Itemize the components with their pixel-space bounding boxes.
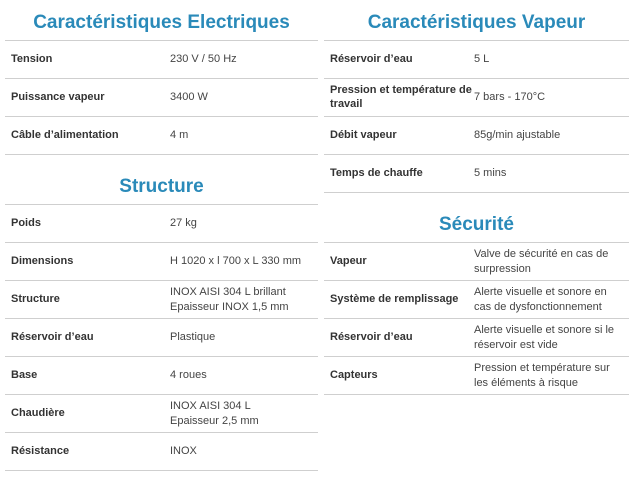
safety-table [324,242,629,395]
spec-row [324,41,629,79]
spec-label: Système de remplissage [330,292,459,305]
spec-value [170,444,318,458]
spec-value [474,90,629,104]
spec-label: Puissance vapeur [11,90,105,103]
electrical-table [5,40,318,155]
spec-label: Structure [11,292,60,305]
spec-value-line: 5 L [474,53,490,66]
structure-title: Structure [119,176,204,197]
spec-value-line: 230 V / 50 Hz [170,53,237,66]
electrical-title: Caractéristiques Electriques [33,12,290,33]
spec-value-line: INOX AISI 304 L brillant [170,286,286,299]
spec-value-line: 7 bars - 170°C [474,91,546,104]
spec-value-line: 5 mins [474,167,507,180]
spec-label: Tension [11,52,53,65]
spec-value-line: Plastique [170,331,216,344]
spec-value-line: 4 roues [170,369,207,382]
spec-row [5,281,318,319]
spec-value-line: 3400 W [170,91,208,104]
spec-row [5,243,318,281]
spec-value-line: H 1020 x l 700 x L 330 mm [170,255,302,268]
spec-value [170,216,318,230]
spec-label: Temps de chauffe [330,166,423,179]
spec-value-line: Alerte visuelle et sonore si le [474,324,615,337]
spec-value [170,52,318,66]
spec-row [5,319,318,357]
spec-value [474,285,629,314]
spec-row [324,117,629,155]
right-column [324,0,629,395]
spec-value [474,128,629,142]
spec-row [5,433,318,471]
spec-value-line: les éléments à risque [474,376,578,389]
spec-label: Chaudière [11,406,65,419]
spec-value [474,323,629,352]
safety-title: Sécurité [439,214,514,235]
spec-row [5,205,318,243]
steam-title: Caractéristiques Vapeur [367,12,586,33]
spec-value [474,52,629,66]
spec-value-line: Alerte visuelle et sonore en [474,286,607,299]
spec-value [170,368,318,382]
spec-row [5,41,318,79]
spec-value-line: 27 kg [170,217,197,230]
spec-row [5,117,318,155]
structure-table [5,204,318,471]
spec-row [324,319,629,357]
spec-label: Base [11,368,38,381]
spec-value [170,90,318,104]
spec-value [170,399,318,428]
spec-value-line: Valve de sécurité en cas de [474,248,609,261]
spec-row [324,155,629,193]
spec-label: Vapeur [330,254,367,267]
spec-value-line: Epaisseur 2,5 mm [170,414,259,427]
spec-label: Résistance [11,444,70,457]
spec-value [170,128,318,142]
spec-label: Dimensions [11,254,74,267]
spec-label: Capteurs [330,368,378,381]
spec-value-line: Pression et température sur [474,362,610,375]
spec-value [170,254,318,268]
spec-label: Poids [11,216,41,229]
spec-value-line: INOX [170,445,197,458]
spec-value-line: cas de dysfonctionnement [474,300,602,313]
spec-row [5,357,318,395]
spec-value-line: réservoir est vide [474,338,558,351]
spec-row [324,357,629,395]
spec-label: Câble d’alimentation [11,128,119,141]
left-column [5,0,318,471]
spec-row [5,79,318,117]
spec-row [324,243,629,281]
spec-row [5,395,318,433]
spec-label: Pression et température de travail [330,83,472,110]
spec-value [170,285,318,314]
spec-label: Débit vapeur [330,128,397,141]
spec-value-line: surpression [474,262,531,275]
spec-label: Réservoir d’eau [330,52,413,65]
spec-value-line: 4 m [170,129,189,142]
spec-row [324,79,629,117]
spec-value [474,247,629,276]
spec-label: Réservoir d’eau [11,330,94,343]
spec-value [474,361,629,390]
steam-table [324,40,629,193]
spec-row [324,281,629,319]
spec-value [474,166,629,180]
spec-value-line: INOX AISI 304 L [170,400,251,413]
spec-value-line: 85g/min ajustable [474,129,561,142]
spec-label: Réservoir d’eau [330,330,413,343]
spec-value-line: Epaisseur INOX 1,5 mm [170,300,289,313]
spec-value [170,330,318,344]
